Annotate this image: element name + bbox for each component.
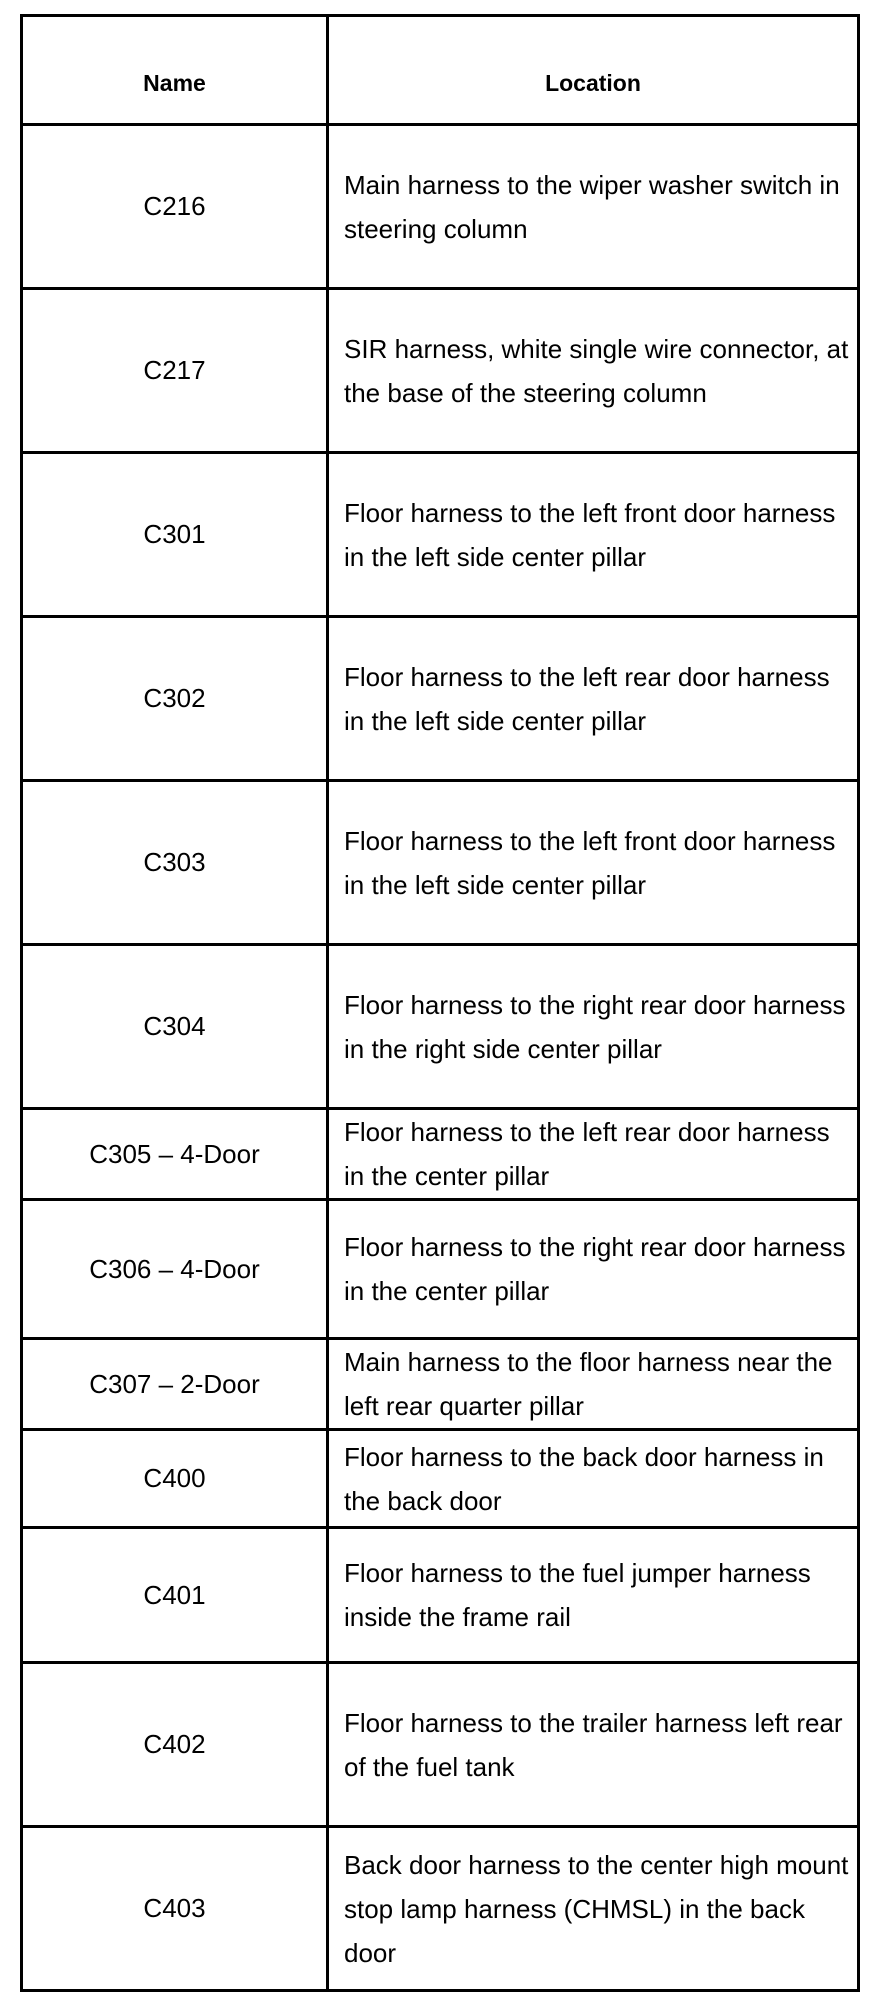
connector-name: C216 — [22, 125, 328, 289]
connector-name: C302 — [22, 617, 328, 781]
connector-location: Floor harness to the left front door harness in the left side center pillar — [328, 781, 859, 945]
table-row — [22, 1827, 859, 1991]
table-row — [22, 1430, 859, 1528]
table-row — [22, 617, 859, 781]
table-row — [22, 1528, 859, 1663]
table-row — [22, 781, 859, 945]
table-row — [22, 1200, 859, 1339]
connector-location: Main harness to the floor harness near the left rear quarter pillar — [328, 1339, 859, 1430]
table-row — [22, 1663, 859, 1827]
column-header-location: Location — [328, 16, 859, 125]
table-row — [22, 289, 859, 453]
connector-location: SIR harness, white single wire connector, at the base of the steering column — [328, 289, 859, 453]
connector-location: Floor harness to the trailer harness left rear of the fuel tank — [328, 1663, 859, 1827]
connector-name: C402 — [22, 1663, 328, 1827]
connector-location: Floor harness to the fuel jumper harness inside the frame rail — [328, 1528, 859, 1663]
connector-location: Floor harness to the left front door harness in the left side center pillar — [328, 453, 859, 617]
connector-location: Floor harness to the right rear door harness in the center pillar — [328, 1200, 859, 1339]
connector-name: C301 — [22, 453, 328, 617]
table-row — [22, 125, 859, 289]
connector-name: C305 – 4-Door — [22, 1109, 328, 1200]
connector-name: C400 — [22, 1430, 328, 1528]
connector-location: Floor harness to the left rear door harness in the left side center pillar — [328, 617, 859, 781]
connector-name: C307 – 2-Door — [22, 1339, 328, 1430]
table-row — [22, 945, 859, 1109]
connector-name: C306 – 4-Door — [22, 1200, 328, 1339]
connector-location: Floor harness to the left rear door harness in the center pillar — [328, 1109, 859, 1200]
connector-name: C403 — [22, 1827, 328, 1991]
table-row — [22, 1339, 859, 1430]
table-row — [22, 1109, 859, 1200]
connector-location-table — [20, 14, 860, 1992]
table-row — [22, 453, 859, 617]
connector-location: Back door harness to the center high mount stop lamp harness (CHMSL) in the back door — [328, 1827, 859, 1991]
connector-location: Main harness to the wiper washer switch in steering column — [328, 125, 859, 289]
connector-name: C304 — [22, 945, 328, 1109]
connector-name: C217 — [22, 289, 328, 453]
header-row — [22, 16, 859, 125]
column-header-name: Name — [22, 16, 328, 125]
connector-location: Floor harness to the right rear door harness in the right side center pillar — [328, 945, 859, 1109]
connector-name: C303 — [22, 781, 328, 945]
connector-location: Floor harness to the back door harness in the back door — [328, 1430, 859, 1528]
connector-name: C401 — [22, 1528, 328, 1663]
